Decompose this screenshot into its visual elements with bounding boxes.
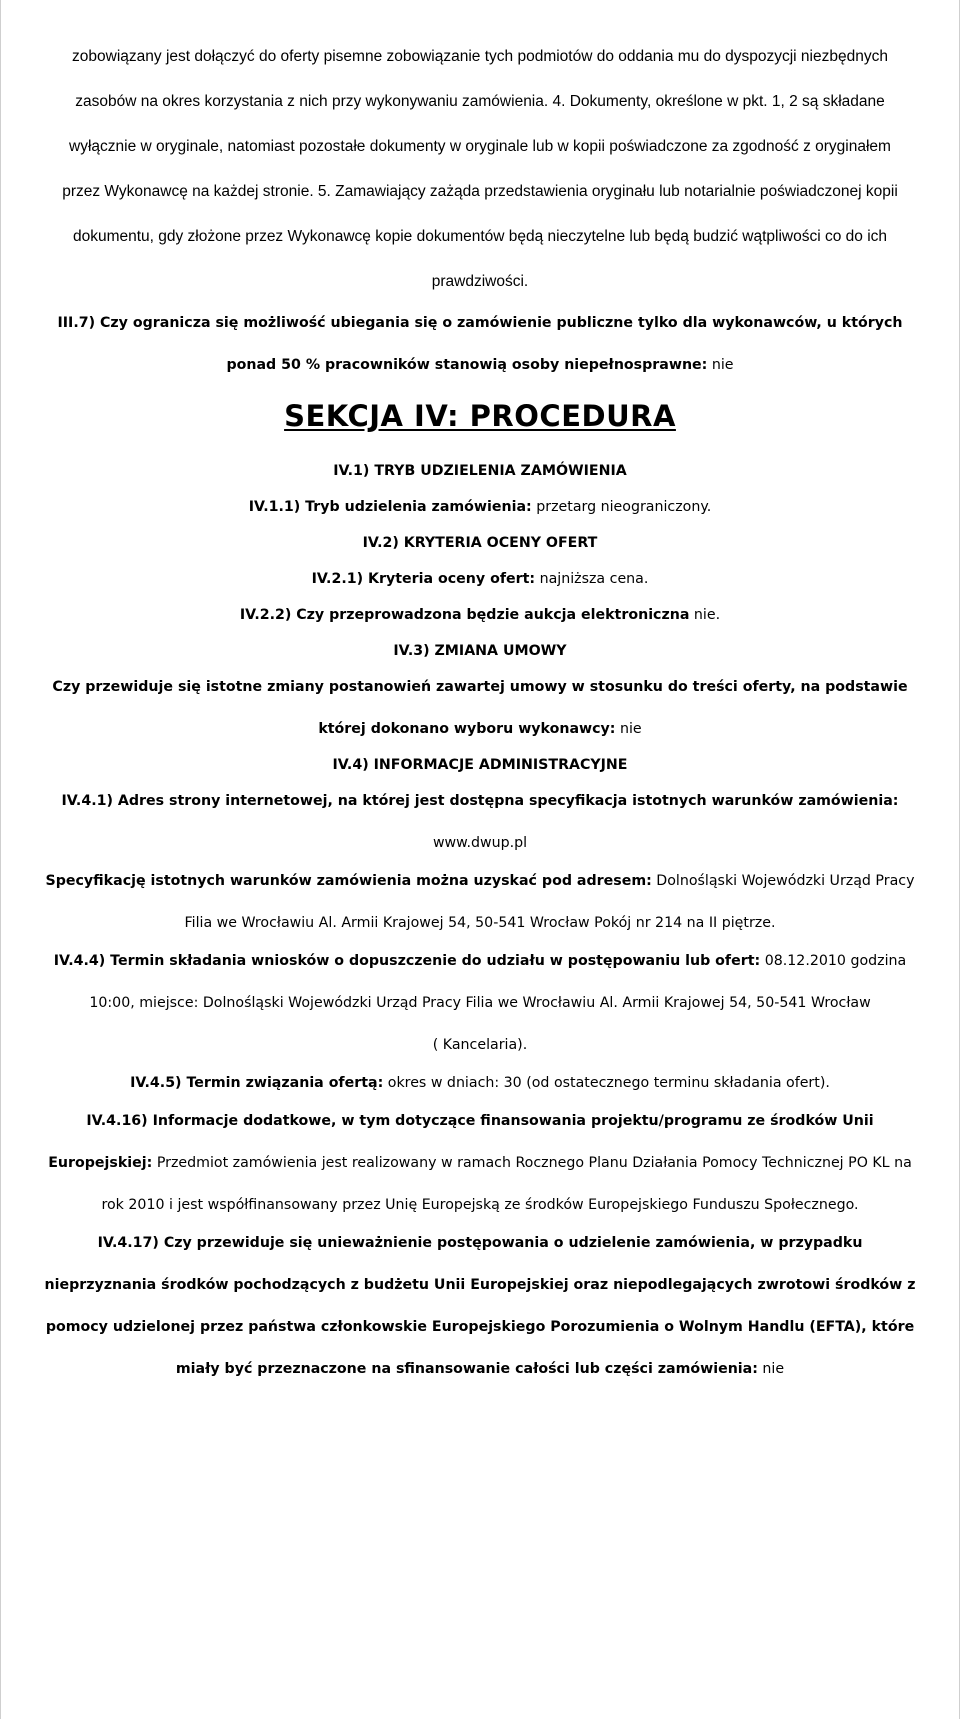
item-iv-3-question-cont: której dokonano wyboru wykonawcy: xyxy=(318,721,616,737)
spec-address-label: Specyfikację istotnych warunków zamówienia można uzyskać pod adresem: xyxy=(45,873,652,889)
item-iv-1-1-label: IV.1.1) Tryb udzielenia zamówienia: xyxy=(248,499,532,515)
item-iv-1-1-value: przetarg nieograniczony. xyxy=(531,499,712,515)
intro-line-6: prawdziwości. xyxy=(431,273,529,290)
item-iv-4-16-value: Przedmiot zamówienia jest realizowany w ramach Rocznego Planu Działania Pomocy Technicznej PO KL na xyxy=(152,1155,912,1171)
item-iv-4-17-line-2: nieprzyznania środków pochodzących z budżetu Unii Europejskiej oraz niepodlegających zwrotowi środków z xyxy=(44,1277,916,1293)
item-iv-2-2-label: IV.2.2) Czy przeprowadzona będzie aukcja elektroniczna xyxy=(239,607,690,623)
item-iv-4-1-value: www.dwup.pl xyxy=(432,835,528,851)
item-iv-4-1-label: IV.4.1) Adres strony internetowej, na której jest dostępna specyfikacja istotnych warunków zamówienia: xyxy=(61,793,899,809)
item-iv-4-5-label: IV.4.5) Termin związania ofertą: xyxy=(130,1075,384,1091)
intro-paragraph xyxy=(39,48,921,291)
item-iv-3-question: Czy przewiduje się istotne zmiany postanowień zawartej umowy w stosunku do treści oferty, na podstawie xyxy=(52,679,908,695)
item-iv-4-16-label-cont: Europejskiej: xyxy=(48,1155,153,1171)
item-iv-2-2-value: nie. xyxy=(689,607,721,623)
section-title: SEKCJA IV: PROCEDURA xyxy=(284,399,676,433)
item-iii-7-question: III.7) Czy ogranicza się możliwość ubiegania się o zamówienie publiczne tylko dla wykonawców, u których xyxy=(57,315,903,331)
item-iv-4-16-value-cont: rok 2010 i jest współfinansowany przez Unię Europejską ze środków Europejskiego Funduszu Społecznego. xyxy=(101,1197,859,1213)
item-iv-4-5-value: okres w dniach: 30 (od ostatecznego terminu składania ofert). xyxy=(383,1075,830,1091)
intro-line-1: zobowiązany jest dołączyć do oferty pisemne zobowiązanie tych podmiotów do oddania mu do dyspozycji niezbędnych xyxy=(72,48,888,65)
item-iv-4-17-line-3: pomocy udzielonej przez państwa członkowskie Europejskiego Porozumienia o Wolnym Handlu (EFTA), które xyxy=(45,1319,915,1335)
intro-line-5: dokumentu, gdy złożone przez Wykonawcę kopie dokumentów będą nieczytelne lub będą budzić wątpliwości co do ich xyxy=(72,228,888,245)
heading-iv-1: IV.1) TRYB UDZIELENIA ZAMÓWIENIA xyxy=(333,463,627,479)
item-iv-2-1-label: IV.2.1) Kryteria oceny ofert: xyxy=(311,571,536,587)
item-iv-2-1-value: najniższa cena. xyxy=(535,571,649,587)
heading-iv-4: IV.4) INFORMACJE ADMINISTRACYJNE xyxy=(332,757,628,773)
item-iii-7 xyxy=(39,315,921,373)
item-iv-4-4-value-end: ( Kancelaria). xyxy=(432,1037,528,1053)
heading-iv-2: IV.2) KRYTERIA OCENY OFERT xyxy=(362,535,598,551)
item-iv-4-4-value-cont: 10:00, miejsce: Dolnośląski Wojewódzki Urząd Pracy Filia we Wrocławiu Al. Armii Krajowej 54, 50-541 Wrocław xyxy=(89,995,871,1011)
item-iv-4-17-line-4: miały być przeznaczone na sfinansowanie całości lub części zamówienia: xyxy=(175,1361,758,1377)
item-iii-7-answer: nie xyxy=(707,357,734,373)
heading-iv-3: IV.3) ZMIANA UMOWY xyxy=(393,643,567,659)
intro-line-2: zasobów na okres korzystania z nich przy wykonywaniu zamówienia. 4. Dokumenty, określone w pkt. 1, 2 są składane xyxy=(75,93,885,110)
item-iv-3-answer: nie xyxy=(615,721,642,737)
spec-address-value-cont: Filia we Wrocławiu Al. Armii Krajowej 54, 50-541 Wrocław Pokój nr 214 na II piętrze. xyxy=(184,915,776,931)
item-iv-4-4-label: IV.4.4) Termin składania wniosków o dopuszczenie do udziału w postępowaniu lub ofert: xyxy=(53,953,761,969)
item-iv-4-16-label: IV.4.16) Informacje dodatkowe, w tym dotyczące finansowania projektu/programu ze środków Unii xyxy=(86,1113,874,1129)
item-iv-4-17-answer: nie xyxy=(757,1361,785,1377)
item-iv-4-17-line-1: IV.4.17) Czy przewiduje się unieważnienie postępowania o udzielenie zamówienia, w przypadku xyxy=(97,1235,863,1251)
item-iii-7-question-cont: ponad 50 % pracowników stanowią osoby niepełnosprawne: xyxy=(226,357,708,373)
spec-address-value: Dolnośląski Wojewódzki Urząd Pracy xyxy=(651,873,915,889)
document-body xyxy=(39,48,921,1377)
intro-line-3: wyłącznie w oryginale, natomiast pozostałe dokumenty w oryginale lub w kopii poświadczone za zgodność z oryginałem xyxy=(69,138,891,155)
item-iv-4-4-value: 08.12.2010 godzina xyxy=(760,953,907,969)
intro-line-4: przez Wykonawcę na każdej stronie. 5. Zamawiający zażąda przedstawienia oryginału lub notarialnie poświadczonej kopii xyxy=(62,183,898,200)
